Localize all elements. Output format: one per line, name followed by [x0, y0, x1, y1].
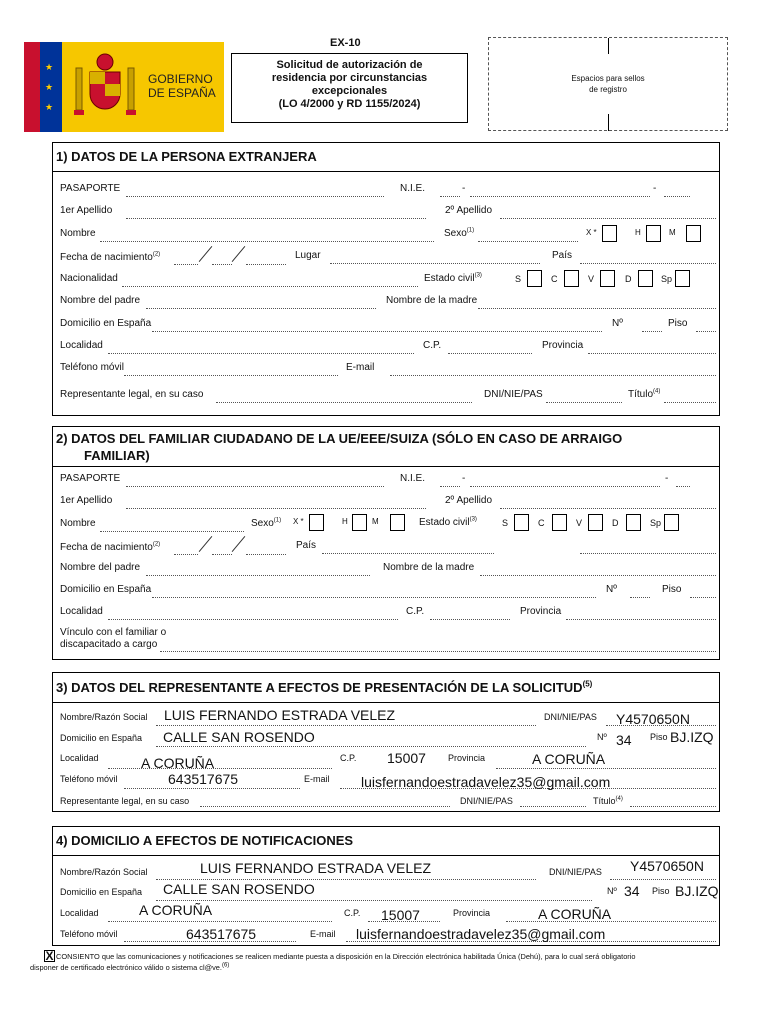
nacionalidad-label: Nacionalidad — [60, 273, 118, 284]
notif-provincia-value[interactable]: A CORUÑA — [538, 906, 612, 922]
familiar-estado-c-checkbox[interactable] — [552, 514, 567, 531]
sexo-h-label: H — [635, 228, 641, 237]
nie-field[interactable] — [440, 196, 460, 197]
dni-field[interactable] — [546, 402, 622, 403]
familiar-nie-dash: - — [462, 473, 466, 484]
familiar-localidad-label: Localidad — [60, 606, 103, 617]
familiar-localidad-field[interactable] — [108, 619, 398, 620]
familiar-piso-label: Piso — [662, 584, 682, 595]
section-1-body — [52, 171, 720, 416]
form-code: EX-10 — [330, 37, 361, 49]
rep-localidad-value[interactable]: A CORUÑA — [141, 755, 215, 771]
consent-checkbox[interactable] — [44, 950, 55, 962]
estado-sp-checkbox[interactable] — [675, 270, 690, 287]
section-1-title: 1) DATOS DE LA PERSONA EXTRANJERA — [56, 149, 317, 164]
pais-field[interactable] — [580, 263, 716, 264]
form-title-line: residencia por circunstancias — [271, 72, 428, 84]
sexo-label: Sexo$^{(1)}$ — [444, 227, 475, 239]
estado-civil-label: Estado civil$^{(3)}$ — [424, 272, 482, 284]
notif-numero-value[interactable]: 34 — [624, 883, 640, 899]
familiar-sexo-h-checkbox[interactable] — [352, 514, 367, 531]
familiar-sexo-x-label: X * — [293, 517, 304, 526]
consent-check-mark: X — [45, 949, 54, 963]
logo-text-espana: DE ESPAÑA — [148, 86, 216, 100]
vinculo-field[interactable] — [160, 651, 716, 652]
sexo-x-label: X * — [586, 228, 597, 237]
numero-field[interactable] — [642, 331, 662, 332]
rep-nombre-field[interactable] — [156, 725, 536, 726]
section-4-title: 4) DOMICILIO A EFECTOS DE NOTIFICACIONES — [56, 833, 354, 848]
familiar-apellido2-label: 2º Apellido — [445, 495, 493, 506]
notif-dni-value[interactable]: Y4570650N — [630, 858, 704, 874]
piso-field[interactable] — [696, 331, 716, 332]
registry-stamp-area — [488, 37, 728, 131]
sexo-m-label: M — [669, 228, 676, 237]
pais-label: País — [552, 250, 573, 261]
rep-domicilio-label: Domicilio en España — [60, 733, 143, 743]
padre-label: Nombre del padre — [60, 295, 141, 306]
consent-text-cont: disponer de certificado electrónico válido o sistema cl@ve.$^{(6)}$ — [30, 962, 230, 972]
rep-numero-value[interactable]: 34 — [616, 732, 632, 748]
stamp-text: de registro — [589, 85, 627, 94]
fecha-nacimiento-label: Fecha de nacimiento$^{(2)}$ — [60, 251, 161, 263]
familiar-fecha-mes-field[interactable] — [212, 554, 232, 555]
numero-label: Nº — [612, 318, 623, 329]
rep-dni2-label: DNI/NIE/PAS — [460, 796, 513, 806]
government-logo — [24, 42, 224, 132]
form-title-line: Solicitud de autorización de — [276, 59, 423, 71]
familiar-nie-dash: - — [665, 473, 669, 484]
notif-domicilio-value[interactable]: CALLE SAN ROSENDO — [163, 881, 315, 897]
familiar-estado-sp-label: Sp — [650, 518, 662, 528]
sexo-m-checkbox[interactable] — [686, 225, 701, 242]
familiar-domicilio-field[interactable] — [152, 597, 596, 598]
notif-numero-label: Nº — [607, 886, 617, 896]
fecha-dia-field[interactable] — [174, 264, 198, 265]
nie-number-field[interactable] — [470, 196, 650, 197]
familiar-estado-sp-checkbox[interactable] — [664, 514, 679, 531]
rep-telefono-label: Teléfono móvil — [60, 774, 118, 784]
nombre-field[interactable] — [100, 241, 434, 242]
familiar-madre-label: Nombre de la madre — [383, 562, 475, 573]
familiar-piso-field[interactable] — [690, 597, 716, 598]
familiar-estado-civil-label: Estado civil$^{(3)}$ — [419, 516, 477, 528]
rep-dni2-field[interactable] — [520, 806, 586, 807]
fecha-mes-field[interactable] — [212, 264, 232, 265]
familiar-sexo-label: Sexo$^{(1)}$ — [251, 517, 282, 529]
familiar-fecha-label: Fecha de nacimiento$^{(2)}$ — [60, 541, 161, 553]
sexo-h-checkbox[interactable] — [646, 225, 661, 242]
nie-letter-field[interactable] — [664, 196, 690, 197]
form-title-box — [231, 53, 468, 123]
rep-dni-value[interactable]: Y4570650N — [616, 711, 690, 727]
familiar-padre-field[interactable] — [146, 575, 370, 576]
estado-sp-label: Sp — [661, 274, 673, 284]
familiar-nombre-field[interactable] — [100, 531, 244, 532]
cp-label: C.P. — [423, 340, 442, 351]
familiar-numero-field[interactable] — [630, 597, 650, 598]
form-title-line: excepcionales — [311, 85, 388, 97]
notif-domicilio-field[interactable] — [156, 900, 592, 901]
familiar-apellido1-field[interactable] — [126, 508, 426, 509]
familiar-estado-s-checkbox[interactable] — [514, 514, 529, 531]
email-label: E-mail — [346, 362, 375, 373]
nombre-label: Nombre — [60, 228, 96, 239]
apellido2-label: 2º Apellido — [445, 205, 493, 216]
cp-field[interactable] — [448, 353, 532, 354]
estado-s-label: S — [515, 274, 522, 284]
familiar-pais-extra-field[interactable] — [580, 553, 716, 554]
familiar-sexo-m-label: M — [372, 517, 379, 526]
pasaporte-label: PASAPORTE — [60, 183, 121, 194]
telefono-field[interactable] — [124, 375, 338, 376]
familiar-nie-label: N.I.E. — [400, 473, 426, 484]
rep-email-label: E-mail — [304, 774, 330, 784]
familiar-provincia-label: Provincia — [520, 606, 562, 617]
familiar-nombre-label: Nombre — [60, 518, 96, 529]
rep-telefono-value[interactable]: 643517675 — [168, 771, 239, 787]
pasaporte-field[interactable] — [126, 196, 384, 197]
notif-provincia-label: Provincia — [453, 908, 491, 918]
familiar-pais-field[interactable] — [322, 553, 494, 554]
provincia-field[interactable] — [588, 353, 716, 354]
familiar-pasaporte-label: PASAPORTE — [60, 473, 121, 484]
madre-label: Nombre de la madre — [386, 295, 478, 306]
familiar-domicilio-label: Domicilio en España — [60, 584, 152, 595]
familiar-nie-number-field[interactable] — [470, 486, 660, 487]
rep-dni-label: DNI/NIE/PAS — [544, 712, 597, 722]
notif-piso-label: Piso — [652, 886, 670, 896]
localidad-label: Localidad — [60, 340, 103, 351]
familiar-cp-field[interactable] — [430, 619, 510, 620]
notif-domicilio-label: Domicilio en España — [60, 887, 143, 897]
rep-nombre-label: Nombre/Razón Social — [60, 712, 148, 722]
form-title-line: (LO 4/2000 y RD 1155/2024) — [278, 98, 421, 110]
titulo-field[interactable] — [664, 402, 716, 403]
familiar-estado-v-checkbox[interactable] — [588, 514, 603, 531]
notif-telefono-label: Teléfono móvil — [60, 929, 118, 939]
section-2-title-cont: FAMILIAR) — [84, 448, 150, 463]
sexo-x-checkbox[interactable] — [602, 225, 617, 242]
telefono-label: Teléfono móvil — [60, 362, 124, 373]
apellido1-field[interactable] — [126, 218, 426, 219]
fecha-anio-field[interactable] — [246, 264, 286, 265]
rep-piso-value[interactable]: BJ.IZQ — [670, 729, 714, 745]
estado-s-checkbox[interactable] — [527, 270, 542, 287]
familiar-fecha-anio-field[interactable] — [246, 554, 286, 555]
familiar-pasaporte-field[interactable] — [126, 486, 384, 487]
lugar-label: Lugar — [295, 250, 321, 261]
nacionalidad-field[interactable] — [122, 286, 418, 287]
familiar-sexo-h-label: H — [342, 517, 348, 526]
notif-cp-value[interactable]: 15007 — [381, 907, 420, 923]
titulo-label: Título$^{(4)}$ — [628, 388, 661, 400]
rep-provincia-value[interactable]: A CORUÑA — [532, 751, 606, 767]
estado-d-checkbox[interactable] — [638, 270, 653, 287]
familiar-pais-label: País — [296, 540, 317, 551]
madre-field[interactable] — [478, 308, 716, 309]
section-2-title: 2) DATOS DEL FAMILIAR CIUDADANO DE LA UE/EEE/SUIZA (SÓLO EN CASO DE ARRAIGO — [56, 431, 623, 446]
familiar-sexo-x-checkbox[interactable] — [309, 514, 324, 531]
estado-v-checkbox[interactable] — [600, 270, 615, 287]
rep-numero-label: Nº — [597, 732, 607, 742]
estado-d-label: D — [625, 274, 632, 284]
familiar-fecha-dia-field[interactable] — [174, 554, 198, 555]
familiar-estado-s-label: S — [502, 518, 509, 528]
notif-piso-value[interactable]: BJ.IZQ — [675, 883, 719, 899]
familiar-padre-label: Nombre del padre — [60, 562, 141, 573]
lugar-field[interactable] — [330, 263, 540, 264]
familiar-sexo-m-checkbox[interactable] — [390, 514, 405, 531]
eu-flag-strip: ★ ★ ★ — [40, 42, 62, 132]
notif-localidad-label: Localidad — [60, 908, 99, 918]
familiar-apellido2-field[interactable] — [500, 508, 716, 509]
consent-text: CONSIENTO que las comunicaciones y notificaciones se realicen mediante puesta a disposición en la Dirección electrónica habilitada Única (Dehú), para lo cual será obligatorio — [56, 952, 636, 961]
notif-nombre-label: Nombre/Razón Social — [60, 867, 148, 877]
padre-field[interactable] — [146, 308, 376, 309]
familiar-estado-d-checkbox[interactable] — [626, 514, 641, 531]
rep-provincia-label: Provincia — [448, 753, 486, 763]
notif-email-value[interactable]: luisfernandoestradavelez35@gmail.com — [356, 926, 606, 942]
vinculo-label: Vínculo con el familiar o — [60, 627, 167, 638]
estado-c-checkbox[interactable] — [564, 270, 579, 287]
nie-dash: - — [653, 183, 657, 194]
familiar-estado-v-label: V — [576, 518, 583, 528]
notif-localidad-value[interactable]: A CORUÑA — [139, 902, 213, 918]
rep-domicilio-value[interactable]: CALLE SAN ROSENDO — [163, 729, 315, 745]
localidad-field[interactable] — [108, 353, 414, 354]
rep-nombre-value[interactable]: LUIS FERNANDO ESTRADA VELEZ — [164, 707, 396, 723]
estado-v-label: V — [588, 274, 595, 284]
domicilio-field[interactable] — [152, 331, 602, 332]
notif-telefono-value[interactable]: 643517675 — [186, 926, 257, 942]
representante-label: Representante legal, en su caso — [60, 389, 204, 400]
email-field[interactable] — [390, 375, 716, 376]
rep-cp-label: C.P. — [340, 753, 357, 763]
notif-nombre-field[interactable] — [156, 879, 536, 880]
notif-dni-field[interactable] — [610, 879, 716, 880]
vinculo-label-cont: discapacitado a cargo — [60, 639, 158, 650]
stamp-text: Espacios para sellos — [571, 74, 645, 83]
rep-provincia-field[interactable] — [496, 768, 716, 769]
logo-text-gobierno: GOBIERNO — [148, 72, 213, 86]
notif-nombre-value[interactable]: LUIS FERNANDO ESTRADA VELEZ — [200, 860, 432, 876]
representante-field[interactable] — [216, 402, 472, 403]
rep-titulo-field[interactable] — [630, 806, 716, 807]
section-3-title: 3) DATOS DEL REPRESENTANTE A EFECTOS DE PRESENTACIÓN DE LA SOLICITUD$^{(5)}$ — [56, 679, 593, 695]
familiar-estado-c-label: C — [538, 518, 545, 528]
familiar-provincia-field[interactable] — [566, 619, 716, 620]
familiar-numero-label: Nº — [606, 584, 617, 595]
familiar-apellido1-label: 1er Apellido — [60, 495, 113, 506]
rep-representante-label: Representante legal, en su caso — [60, 796, 190, 806]
familiar-cp-label: C.P. — [406, 606, 425, 617]
estado-c-label: C — [551, 274, 558, 284]
notif-email-label: E-mail — [310, 929, 336, 939]
familiar-nie-letter-field[interactable] — [676, 486, 690, 487]
apellido1-label: 1er Apellido — [60, 205, 113, 216]
rep-email-value[interactable]: luisfernandoestradavelez35@gmail.com — [361, 774, 611, 790]
dni-label: DNI/NIE/PAS — [484, 389, 543, 400]
apellido2-field[interactable] — [500, 218, 716, 219]
rep-titulo-label: Título$^{(4)}$ — [593, 796, 623, 806]
provincia-label: Provincia — [542, 340, 584, 351]
notif-localidad-field[interactable] — [108, 921, 332, 922]
familiar-estado-d-label: D — [612, 518, 619, 528]
rep-telefono-field[interactable] — [124, 788, 300, 789]
rep-localidad-label: Localidad — [60, 753, 99, 763]
rep-cp-value[interactable]: 15007 — [387, 750, 426, 766]
domicilio-label: Domicilio en España — [60, 318, 152, 329]
rep-piso-label: Piso — [650, 732, 668, 742]
notif-cp-label: C.P. — [344, 908, 361, 918]
familiar-madre-field[interactable] — [480, 575, 716, 576]
coat-of-arms-icon — [68, 50, 142, 124]
piso-label: Piso — [668, 318, 688, 329]
nie-dash: - — [462, 183, 466, 194]
notif-dni-label: DNI/NIE/PAS — [549, 867, 602, 877]
rep-domicilio-field[interactable] — [156, 746, 586, 747]
rep-representante-field[interactable] — [200, 806, 450, 807]
familiar-nie-field[interactable] — [440, 486, 460, 487]
nie-label: N.I.E. — [400, 183, 426, 194]
